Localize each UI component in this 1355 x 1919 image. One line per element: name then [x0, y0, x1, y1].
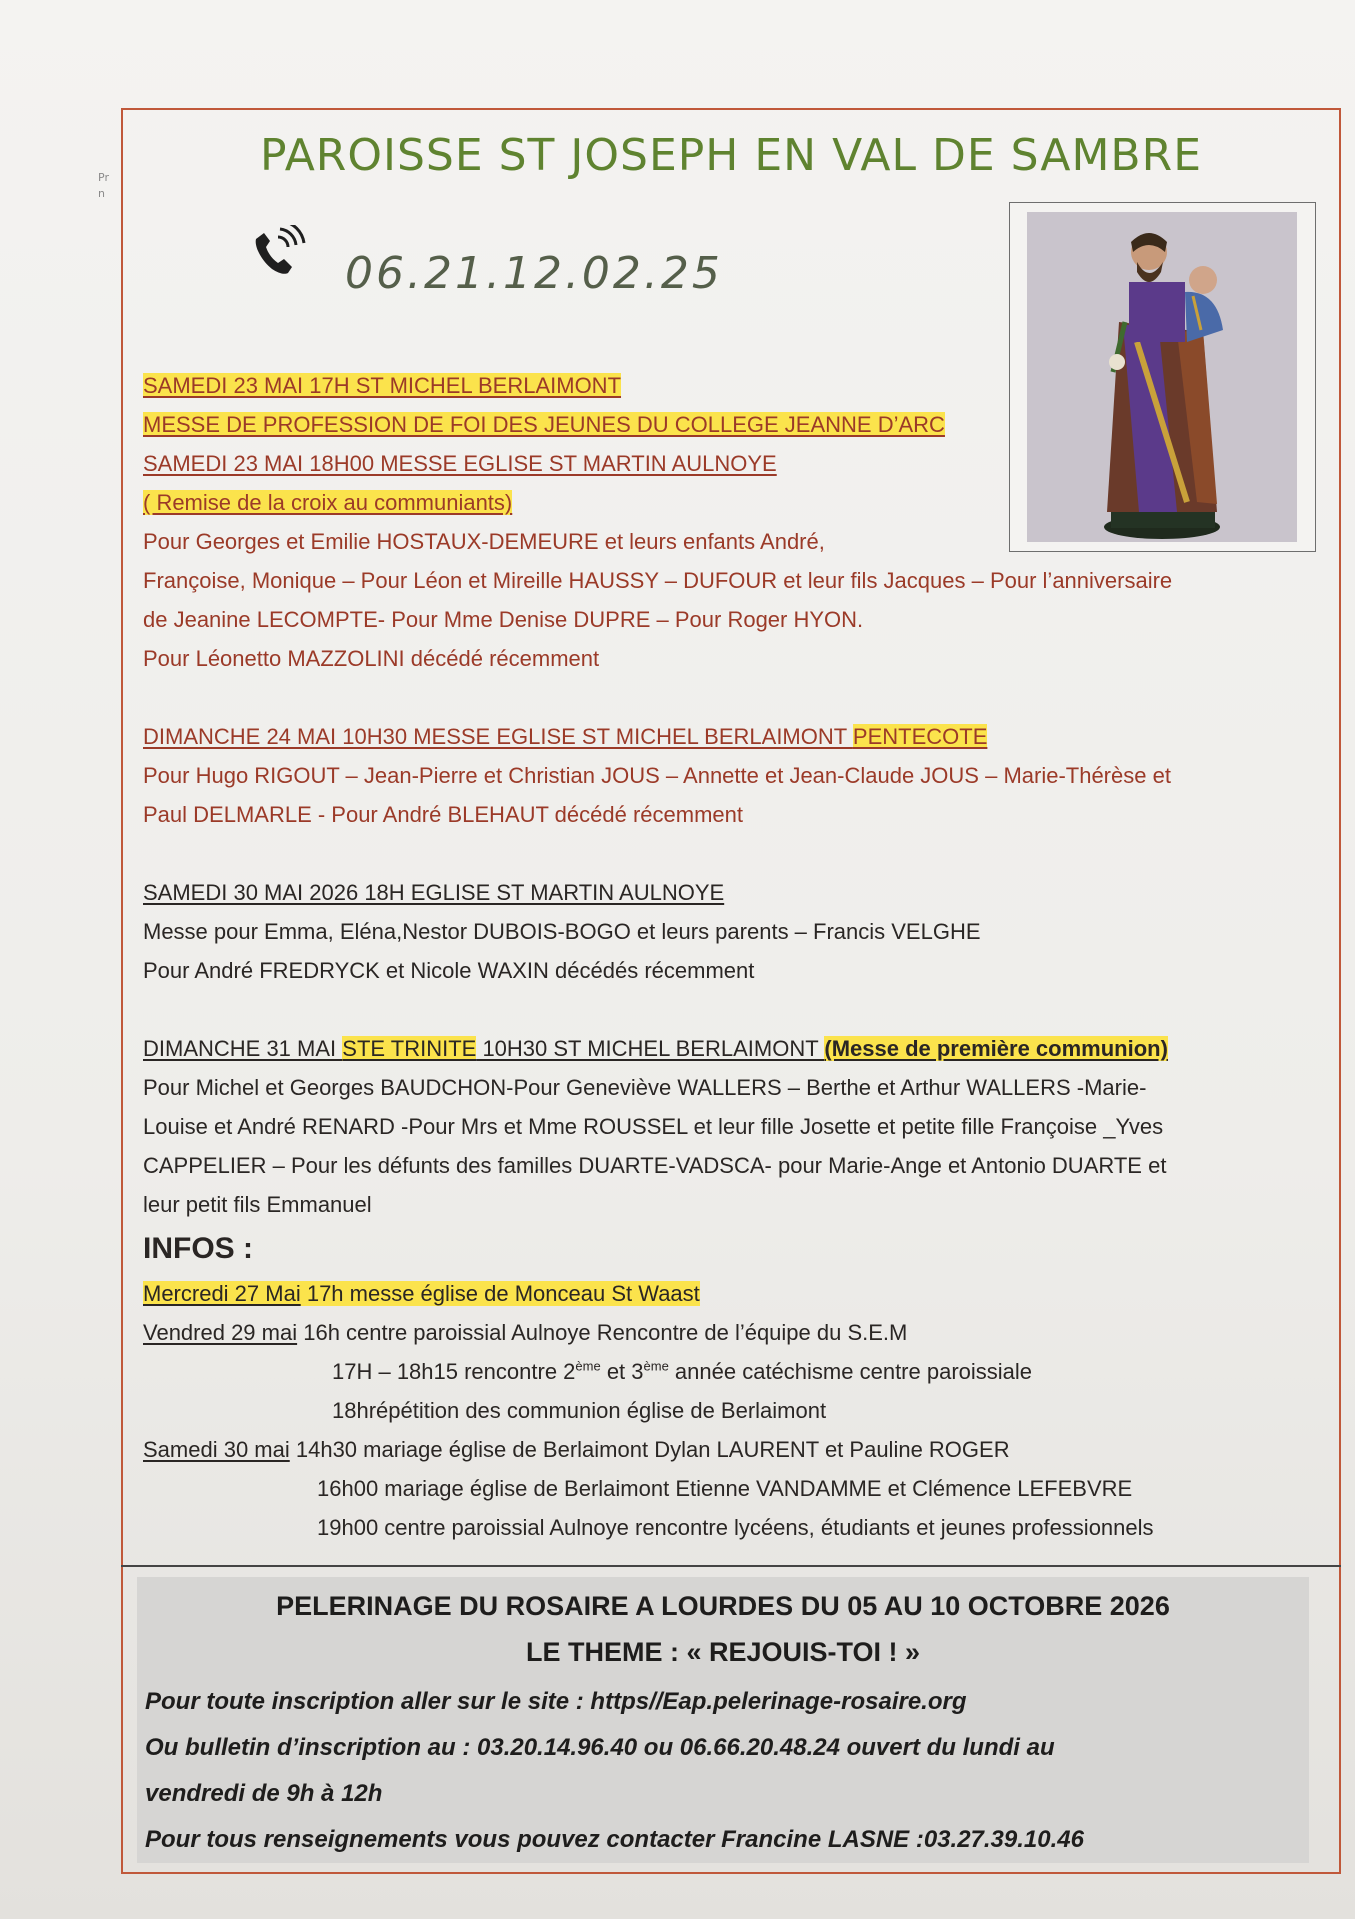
mass-heading: DIMANCHE 24 MAI 10H30 MESSE EGLISE ST MICHEL BERLAIMONT PENTECOTE [143, 724, 988, 749]
mass-schedule [143, 366, 1323, 1547]
info-item: 17H – 18h15 rencontre 2ème et 3ème année catéchisme centre paroissiale [332, 1358, 1033, 1384]
info-item: 16h00 mariage église de Berlaimont Etienne VANDAMME et Clémence LEFEBVRE [317, 1476, 1133, 1501]
pilgrimage-contact: Pour tous renseignements vous pouvez contacter Francine LASNE :03.27.39.10.46 [145, 1826, 1084, 1853]
mass-note: ( Remise de la croix au communiants) [143, 490, 513, 515]
mass-heading: DIMANCHE 31 MAI STE TRINITE 10H30 ST MICHEL BERLAIMONT (Messe de première communion) [143, 1036, 1168, 1061]
mass-intention: Pour Georges et Emilie HOSTAUX-DEMEURE et leurs enfants André, [143, 529, 825, 554]
pilgrimage-website: Pour toute inscription aller sur le site : https//Eap.pelerinage-rosaire.org [145, 1688, 967, 1715]
pilgrimage-panel [137, 1577, 1309, 1863]
mass-intention: Paul DELMARLE - Pour André BLEHAUT décédé récemment [143, 802, 743, 827]
info-item: Samedi 30 mai 14h30 mariage église de Berlaimont Dylan LAURENT et Pauline ROGER [143, 1437, 1010, 1462]
mass-intention: Messe pour Emma, Eléna,Nestor DUBOIS-BOGO et leurs parents – Francis VELGHE [143, 919, 981, 944]
mass-intention: CAPPELIER – Pour les défunts des familles DUARTE-VADSCA- pour Marie-Ange et Antonio DUARTE et [143, 1153, 1167, 1178]
mass-heading: SAMEDI 30 MAI 2026 18H EGLISE ST MARTIN AULNOYE [143, 880, 725, 905]
mass-intention: Pour Hugo RIGOUT – Jean-Pierre et Christian JOUS – Annette et Jean-Claude JOUS – Marie-Thérèse et [143, 763, 1171, 788]
mass-intention: Pour André FREDRYCK et Nicole WAXIN décédés récemment [143, 958, 755, 983]
pilgrimage-box [121, 1565, 1341, 1874]
mass-heading: SAMEDI 23 MAI 18H00 MESSE EGLISE ST MARTIN AULNOYE [143, 451, 777, 476]
pilgrimage-hours: vendredi de 9h à 12h [145, 1780, 383, 1807]
info-item: 19h00 centre paroissial Aulnoye rencontre lycéens, étudiants et jeunes professionnels [317, 1515, 1154, 1540]
mass-intention: Françoise, Monique – Pour Léon et Mireille HAUSSY – DUFOUR et leur fils Jacques – Pour l’anniversaire [143, 568, 1173, 593]
mass-intention: Pour Michel et Georges BAUDCHON-Pour Geneviève WALLERS – Berthe et Arthur WALLERS -Marie- [143, 1075, 1147, 1100]
margin-note: Pr n [98, 171, 109, 200]
mass-intention: de Jeanine LECOMPTE- Pour Mme Denise DUPRE – Pour Roger HYON. [143, 607, 864, 632]
mass-heading: SAMEDI 23 MAI 17H ST MICHEL BERLAIMONT [143, 373, 622, 398]
page-title: PAROISSE ST JOSEPH EN VAL DE SAMBRE [259, 130, 1202, 181]
pilgrimage-theme: LE THEME : « REJOUIS-TOI ! » [525, 1637, 921, 1667]
mass-intention: leur petit fils Emmanuel [143, 1192, 372, 1217]
infos-heading: INFOS : [143, 1232, 253, 1265]
phone-icon [248, 225, 308, 285]
mass-heading: MESSE DE PROFESSION DE FOI DES JEUNES DU COLLEGE JEANNE D’ARC [143, 412, 945, 437]
mass-intention: Louise et André RENARD -Pour Mrs et Mme ROUSSEL et leur fille Josette et petite fille Françoise _Yves [143, 1114, 1164, 1139]
pilgrimage-phone: Ou bulletin d’inscription au : 03.20.14.96.40 ou 06.66.20.48.24 ouvert du lundi au [145, 1734, 1055, 1761]
mass-intention: Pour Léonetto MAZZOLINI décédé récemment [143, 646, 600, 671]
phone-number: 06.21.12.02.25 [345, 248, 723, 299]
info-item: Vendred 29 mai 16h centre paroissial Aulnoye Rencontre de l’équipe du S.E.M [143, 1320, 908, 1345]
info-item: Mercredi 27 Mai 17h messe église de Monceau St Waast [143, 1281, 700, 1306]
pilgrimage-title: PELERINAGE DU ROSAIRE A LOURDES DU 05 AU 10 OCTOBRE 2026 [276, 1591, 1170, 1621]
info-item: 18hrépétition des communion église de Berlaimont [332, 1398, 827, 1423]
